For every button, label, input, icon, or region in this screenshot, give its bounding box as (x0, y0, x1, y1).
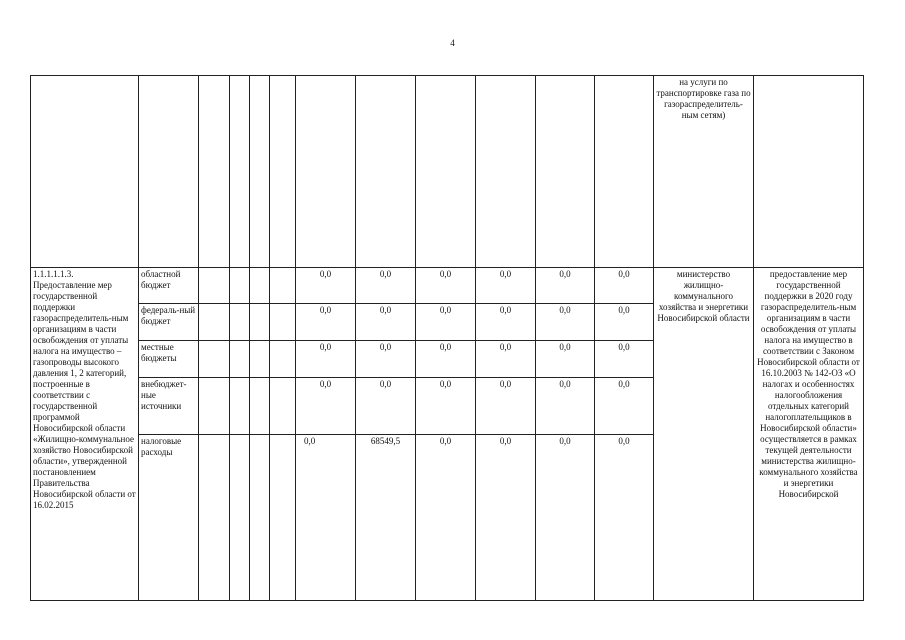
value-cell: 0,0 (416, 378, 476, 435)
cell (230, 341, 250, 378)
value-cell: 0,0 (536, 304, 595, 341)
cell (31, 76, 139, 268)
cell (230, 76, 250, 268)
value-cell: 0,0 (536, 378, 595, 435)
value-cell: 0,0 (296, 268, 356, 304)
measure-description: 1.1.1.1.1.3. Предоставление мер государственной поддержки газораспределитель-ным организациям в части освобождения от уплаты налога на имущество – газопроводы высокого давления 1, 2 категорий, построенные в соответствии с государственной программой Новосибирской области «Жилищно-коммунальное хозяйство Новосибирской области», утвержденной постановлением Правительства Новосибирской области от 16.02.2015 (31, 268, 139, 601)
cell (754, 76, 864, 268)
cell (250, 378, 270, 435)
cell (270, 76, 296, 268)
value-cell: 0,0 (356, 268, 416, 304)
table-row (31, 268, 864, 304)
cell (230, 378, 250, 435)
cell (230, 268, 250, 304)
value-cell: 0,0 (595, 341, 654, 378)
cell (250, 341, 270, 378)
cell (356, 76, 416, 268)
value-cell: 0,0 (536, 268, 595, 304)
value-cell: 0,0 (476, 435, 536, 601)
cell (199, 378, 230, 435)
value-cell: 0,0 (416, 268, 476, 304)
cell (270, 435, 296, 601)
value-cell: 0,0 (296, 341, 356, 378)
cell (476, 76, 536, 268)
funding-source: областной бюджет (139, 268, 199, 304)
value-cell: 0,0 (595, 268, 654, 304)
page-number: 4 (450, 38, 455, 48)
cell (270, 378, 296, 435)
cell (199, 341, 230, 378)
funding-source: внебюджет-ные источники (139, 378, 199, 435)
cell (595, 76, 654, 268)
expected-result: предоставление мер государственной поддержки в 2020 году газораспределитель-ным организациям в части освобождения от уплаты налога на имущество в соответствии с Законом Новосибирской области от 16.10.2003 № 142-ОЗ «О налогах и особенностях налогообложения отдельных категорий налогоплательщиков в Новосибирской области» осуществляется в рамках текущей деятельности министерства жилищно-коммунального хозяйства и энергетики Новосибирской (754, 268, 864, 601)
value-cell: 0,0 (595, 304, 654, 341)
cell (230, 304, 250, 341)
value-cell: 0,0 (356, 304, 416, 341)
value-cell: 0,0 (536, 341, 595, 378)
cell (416, 76, 476, 268)
value-cell: 0,0 (296, 304, 356, 341)
cell (250, 304, 270, 341)
cell (250, 435, 270, 601)
cell (199, 304, 230, 341)
value-cell: 0,0 (476, 304, 536, 341)
executor: министерство жилищно-коммунального хозяйства и энергетики Новосибирской области (654, 268, 754, 601)
cell (199, 435, 230, 601)
value-cell: 68549,5 (356, 435, 416, 601)
value-cell: 0,0 (296, 435, 356, 601)
value-cell: 0,0 (476, 341, 536, 378)
continuation-text: на услуги по транспортировке газа по газораспределитель-ным сетям) (654, 76, 754, 268)
value-cell: 0,0 (296, 378, 356, 435)
cell (250, 76, 270, 268)
funding-source: местные бюджеты (139, 341, 199, 378)
value-cell: 0,0 (476, 268, 536, 304)
cell (139, 76, 199, 268)
cell (270, 304, 296, 341)
cell (199, 268, 230, 304)
funding-source: налоговые расходы (139, 435, 199, 601)
cell (230, 435, 250, 601)
value-cell: 0,0 (416, 304, 476, 341)
program-table (30, 75, 864, 601)
cell (536, 76, 595, 268)
value-cell: 0,0 (416, 435, 476, 601)
table-row-continuation (31, 76, 864, 268)
cell (270, 268, 296, 304)
value-cell: 0,0 (356, 378, 416, 435)
funding-source: федераль-ный бюджет (139, 304, 199, 341)
cell (199, 76, 230, 268)
value-cell: 0,0 (536, 435, 595, 601)
cell (270, 341, 296, 378)
value-cell: 0,0 (595, 435, 654, 601)
value-cell: 0,0 (476, 378, 536, 435)
value-cell: 0,0 (356, 341, 416, 378)
value-cell: 0,0 (595, 378, 654, 435)
value-cell: 0,0 (416, 341, 476, 378)
cell (250, 268, 270, 304)
cell (296, 76, 356, 268)
